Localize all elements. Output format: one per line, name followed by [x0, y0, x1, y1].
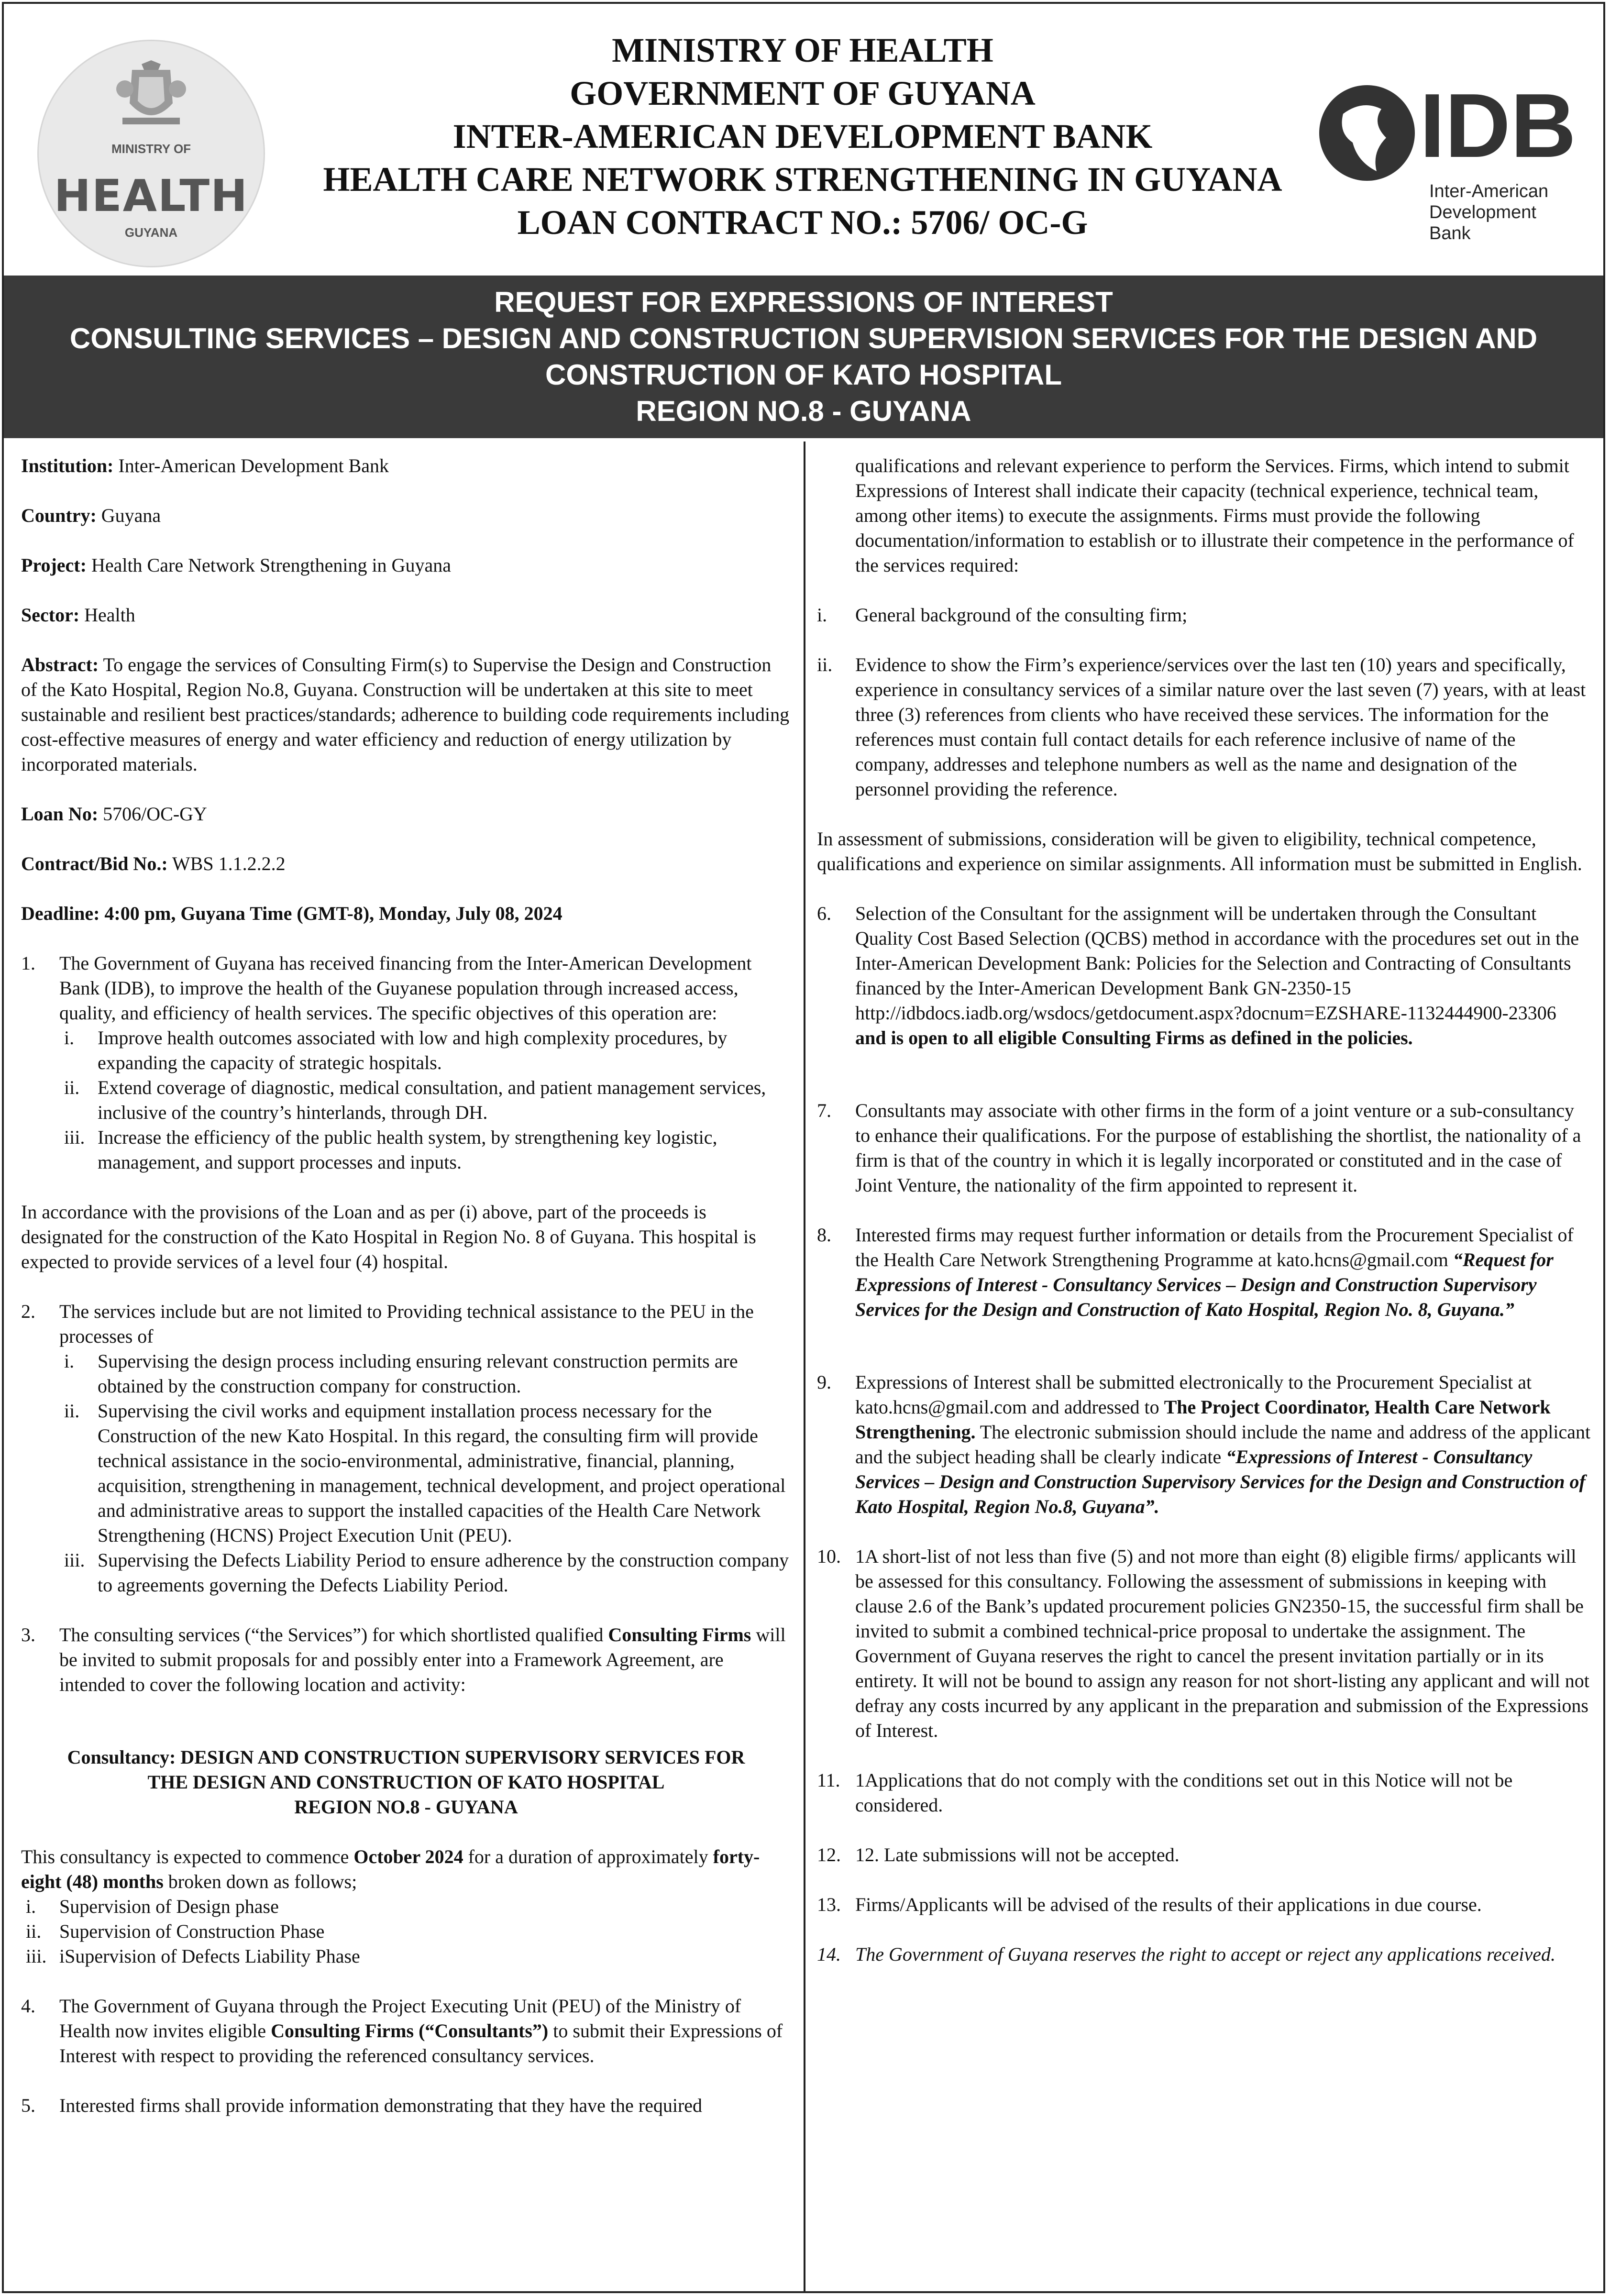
sub-number: i.: [26, 1896, 36, 1917]
item-1: [21, 951, 791, 1026]
sub-text: Improve health outcomes associated with low and high complexity procedures, by expanding the capacity of strategic hospitals.: [98, 1027, 728, 1073]
idb-globe-icon: [1314, 80, 1420, 186]
header-title-block: [300, 29, 1305, 244]
sub-text: Increase the efficiency of the public health system, by strengthening key logistic, management, and support processes and inputs.: [98, 1126, 717, 1173]
duration-paragraph: [21, 1844, 791, 1894]
loan-value: 5706/OC-GY: [98, 803, 207, 825]
logo-ministry-text: MINISTRY OF: [111, 142, 191, 156]
spacer: [21, 1969, 791, 1994]
item-text: will be invited to submit proposals for and possibly enter into a Framework Agreement, are intended to cover the following location and activity:: [59, 1624, 786, 1695]
project-value: Health Care Network Strengthening in Guyana: [86, 554, 451, 576]
sub-number: iii.: [26, 1945, 47, 1967]
item-number: 3.: [21, 1624, 35, 1645]
header-line-loan: LOAN CONTRACT NO.: 5706/ OC-G: [517, 203, 1088, 242]
objective: [59, 1075, 791, 1125]
item-8: [817, 1223, 1592, 1322]
contract-label: Contract/Bid No.:: [21, 853, 168, 874]
consultancy-line: Consultancy: DESIGN AND CONSTRUCTION SUPERVISORY SERVICES FOR: [67, 1746, 745, 1768]
institution-label: Institution:: [21, 455, 114, 476]
consultancy-heading: [21, 1745, 791, 1820]
text: for a duration of approximately: [463, 1846, 713, 1867]
service: [59, 1349, 791, 1399]
item-text: The services include but are not limited to Providing technical assistance to the PEU in the processes of: [59, 1301, 754, 1347]
item-text: The consulting services (“the Services”) for which shortlisted qualified: [59, 1624, 608, 1645]
item-13: [817, 1892, 1592, 1917]
sub-number: ii.: [64, 1077, 80, 1098]
item-text: 12. Late submissions will not be accepted.: [855, 1844, 1180, 1866]
item-text: The Government of Guyana through the Project Executing Unit (PEU) of the Ministry of Health now invites eligible: [59, 1995, 741, 2042]
accordance-paragraph: In accordance with the provisions of the Loan and as per (i) above, part of the proceeds is designated for the construction of the Kato Hospital in Region No. 8 of Guyana. This hospital is expected to provide services of a level four (4) hospital.: [21, 1201, 756, 1272]
item-text: The electronic submission should include the name and address of the applicant and the subject heading shall be clearly indicate: [855, 1421, 1591, 1468]
item-text-bold: The Project Coordinator, Health Care Network Strengthening.: [855, 1396, 1551, 1443]
item-number: 10.: [817, 1545, 841, 1567]
sub-number: i.: [64, 1350, 75, 1372]
country-label: Country:: [21, 505, 97, 526]
item-2-services: [21, 1349, 791, 1598]
sub-text: Supervising the civil works and equipment installation process necessary for the Construction of the new Kato Hospital. In this regard, the consulting firm will provide technical assistance in the socio-environmental, administrative, financial, planning, acquisition, strengthening in management, technical development, and project operational and administrative areas to support the installed capacities of the Health Care Network Strengthening (HCNS) Project Execution Unit (PEU).: [98, 1400, 786, 1546]
column-divider: [804, 442, 805, 2293]
sub-text: Supervision of Construction Phase: [59, 1921, 325, 1942]
item-14: [817, 1942, 1592, 1967]
item-text-bold: Consulting Firms: [608, 1624, 751, 1645]
sub-number: iii.: [64, 1549, 85, 1571]
header: [4, 4, 1603, 272]
item-number: 5.: [21, 2095, 35, 2116]
text-bold: October 2024: [353, 1846, 463, 1867]
contract-value: WBS 1.1.2.2.2: [167, 853, 286, 874]
abstract-value: To engage the services of Consulting Firm(s) to Supervise the Design and Construction of the Kato Hospital, Region No.8, Guyana. Construction will be undertaken at this site to meet sustainable and resilient best practices/standards; adherence to building code requirements including cost-effective measures of energy and water efficiency and reduction of energy utilization by incorporated materials.: [21, 654, 790, 775]
assessment-paragraph: In assessment of submissions, consideration will be given to eligibility, technical competence, qualifications and experience on similar assignments. All information must be submitted in English.: [817, 828, 1582, 874]
item-number: i.: [817, 604, 827, 626]
idb-subtitle: [1429, 181, 1582, 244]
item-number: 8.: [817, 1224, 831, 1246]
item-number: 7.: [817, 1100, 831, 1121]
item-text: The Government of Guyana reserves the right to accept or reject any applications received.: [855, 1943, 1556, 1965]
loan-field: [21, 802, 791, 827]
banner-line-3: CONSTRUCTION OF KATO HOSPITAL: [545, 359, 1062, 391]
sub-text: iSupervision of Defects Liability Phase: [59, 1945, 360, 1967]
item-2: [21, 1299, 791, 1349]
item-text-bold-italic: “Request for Expressions of Interest - Consultancy Services – Design and Construction Supervisory Services for the Design and Construction of Kato Hospital, Region No. 8, Guyana.”: [855, 1249, 1554, 1320]
item-3: [21, 1623, 791, 1697]
item-9: [817, 1370, 1592, 1519]
sub-text: Supervising the Defects Liability Period to ensure adherence by the construction company to agreements governing the Defects Liability Period.: [98, 1549, 789, 1596]
project-label: Project:: [21, 554, 87, 576]
country-value: Guyana: [96, 505, 161, 526]
item-4: [21, 1994, 791, 2068]
consultancy-line: REGION NO.8 - GUYANA: [294, 1796, 518, 1818]
item-1-objectives: [21, 1026, 791, 1175]
service: [59, 1548, 791, 1598]
sub-number: ii.: [26, 1921, 42, 1942]
project-field: [21, 553, 791, 578]
item-number: 11.: [817, 1769, 840, 1791]
country-field: [21, 503, 791, 528]
banner-line-1: REQUEST FOR EXPRESSIONS OF INTEREST: [494, 286, 1113, 318]
item-text: to submit their Expressions of Interest with respect to providing the referenced consultancy services.: [59, 2020, 783, 2066]
item-number: 2.: [21, 1301, 35, 1322]
sector-field: [21, 603, 791, 628]
sub-text: Supervising the design process including ensuring relevant construction permits are obtained by the construction company for construction.: [98, 1350, 738, 1397]
spacer: [21, 1175, 791, 1200]
sub-number: ii.: [64, 1400, 80, 1422]
item-5-continued: qualifications and relevant experience to perform the Services. Firms, which intend to submit Expressions of Interest shall indicate their capacity (technical experience, technical team, among other items) to execute the assignments. Firms must provide the following documentation/information to establish or to illustrate their competence in the performance of the services required:: [855, 455, 1574, 576]
phase: [21, 1944, 791, 1969]
sector-value: Health: [79, 604, 135, 626]
spacer: [21, 1598, 791, 1623]
abstract-field: [21, 652, 791, 777]
item-number: 6.: [817, 903, 831, 924]
institution-value: Inter-American Development Bank: [113, 455, 389, 476]
contract-field: [21, 851, 791, 876]
banner-line-4: REGION NO.8 - GUYANA: [636, 395, 971, 427]
left-column: [21, 453, 791, 2143]
item-text: Interested firms may request further information or details from the Procurement Specialist of the Health Care Network Strengthening Programme at kato.hcns@gmail.com: [855, 1224, 1574, 1270]
coat-of-arms-icon: [113, 60, 189, 132]
item-text: Consultants may associate with other firms in the form of a joint venture or a sub-consultancy to enhance their qualifications. For the purpose of establishing the shortlist, the nationality of a firm is that of the country in which it is legally incorporated or constituted and in the case of Joint Venture, the nationality of the firm appointed to represent it.: [855, 1100, 1581, 1196]
item-number: 13.: [817, 1894, 841, 1915]
item-text: 1A short-list of not less than five (5) and not more than eight (8) eligible firms/ applicants will be assessed for this consultancy. Following the assessment of submissions in keeping with clause 2.6 of the Bank’s updated procurement policies GN2350-15, the successful firm shall be invited to submit a combined technical-price proposal to undertake the assignment. The Government of Guyana reserves the right to cancel the present invitation partially or in its entirety. It will not be bound to assign any reason for not short-listing any applicant and will not defray any costs incurred by any applicant in the preparation and submission of the Expressions of Interest.: [855, 1545, 1589, 1741]
item-12: [817, 1843, 1592, 1867]
idb-subtitle-line-2: Development Bank: [1429, 202, 1536, 243]
deadline: Deadline: 4:00 pm, Guyana Time (GMT-8), Monday, July 08, 2024: [21, 903, 562, 924]
sub-text: Extend coverage of diagnostic, medical consultation, and patient management services, inclusive of the country’s hinterlands, through DH.: [98, 1077, 766, 1123]
item-text: Interested firms shall provide information demonstrating that they have the required: [59, 2095, 703, 2116]
item-text-bold: and is open to all eligible Consulting Firms as defined in the policies.: [855, 1027, 1413, 1049]
ministry-of-health-logo: [37, 40, 265, 267]
item-text-bold: Consulting Firms (“Consultants”): [271, 2020, 549, 2042]
phase-list: [21, 1894, 791, 1969]
service: [59, 1399, 791, 1548]
idb-logo: [1314, 75, 1582, 243]
sector-label: Sector:: [21, 604, 80, 626]
item-text: Evidence to show the Firm’s experience/services over the last ten (10) years and specifically, experience in consultancy services of a similar nature over the last seven (7) years, with at least three (3) references from clients who have received these services. The information for the references must contain full contact details for each reference inclusive of name of the company, addresses and telephone numbers as well as the name and designation of the personnel providing the reference.: [855, 654, 1586, 800]
header-line-ministry: MINISTRY OF HEALTH: [612, 31, 993, 69]
item-number: 9.: [817, 1371, 831, 1393]
item-number: 4.: [21, 1995, 35, 2017]
page-frame: [2, 2, 1605, 2293]
loan-label: Loan No:: [21, 803, 99, 825]
idb-subtitle-line-1: Inter-American: [1429, 181, 1549, 201]
item-6: [817, 901, 1592, 1050]
item-number: ii.: [817, 654, 833, 675]
header-line-project: HEALTH CARE NETWORK STRENGTHENING IN GUYANA: [323, 160, 1282, 199]
text-bold: forty-eight (48) months: [21, 1846, 760, 1892]
logo-guyana-text: GUYANA: [124, 225, 178, 240]
objective: [59, 1026, 791, 1075]
consultancy-line: THE DESIGN AND CONSTRUCTION OF KATO HOSPITAL: [147, 1771, 665, 1793]
header-line-bank: INTER-AMERICAN DEVELOPMENT BANK: [452, 117, 1153, 155]
sub-number: iii.: [64, 1126, 85, 1148]
item-text: 1Applications that do not comply with the conditions set out in this Notice will not be considered.: [855, 1769, 1513, 1816]
item-text-bold-italic: “Expressions of Interest - Consultancy Services – Design and Construction Supervisory Services for the Design and Construction of Kato Hospital, Region No.8, Guyana”.: [855, 1446, 1586, 1517]
right-column: [817, 453, 1592, 1992]
banner-line-2: CONSULTING SERVICES – DESIGN AND CONSTRUCTION SUPERVISION SERVICES FOR THE DESIGN AND: [69, 322, 1538, 354]
sub-number: i.: [64, 1027, 75, 1049]
sub-text: Supervision of Design phase: [59, 1896, 279, 1917]
header-line-government: GOVERNMENT OF GUYANA: [570, 74, 1036, 112]
abstract-label: Abstract:: [21, 654, 99, 675]
item-11: [817, 1768, 1592, 1818]
item-text: Expressions of Interest shall be submitted electronically to the Procurement Specialist at kato.hcns@gmail.com and addressed to: [855, 1371, 1532, 1418]
item-7: [817, 1098, 1592, 1198]
phase: [21, 1894, 791, 1919]
item-number: 1.: [21, 952, 35, 974]
institution-field: [21, 453, 791, 478]
idb-wordmark: IDB: [1420, 75, 1577, 177]
title-banner: [4, 276, 1603, 438]
item-text: The Government of Guyana has received financing from the Inter-American Development Bank (IDB), to improve the health of the Guyanese population through increased access, quality, and efficiency of health services. The specific objectives of this operation are:: [59, 952, 752, 1024]
text: broken down as follows;: [163, 1871, 357, 1892]
item-number: 14.: [817, 1943, 841, 1965]
item-number: 12.: [817, 1844, 841, 1866]
item-text: General background of the consulting firm;: [855, 604, 1188, 626]
text: This consultancy is expected to commence: [21, 1846, 354, 1867]
requirement-1: [817, 603, 1592, 628]
item-text: Firms/Applicants will be advised of the results of their applications in due course.: [855, 1894, 1482, 1915]
item-10: [817, 1544, 1592, 1743]
logo-health-text: HEALTH: [54, 170, 249, 221]
requirement-2: [817, 652, 1592, 802]
phase: [21, 1919, 791, 1944]
item-text: Selection of the Consultant for the assignment will be undertaken through the Consultant Quality Cost Based Selection (QCBS) method in accordance with the procedures set out in the Inter-American Development Bank: Policies for the Selection and Contracting of Consultants financed by the Inter-American Development Bank GN-2350-15 http://idbdocs.iadb.org/wsdocs/getdocument.aspx?docnum=EZSHARE-1132444900-23306: [855, 903, 1579, 1024]
item-5: [21, 2093, 791, 2118]
objective: [59, 1125, 791, 1175]
